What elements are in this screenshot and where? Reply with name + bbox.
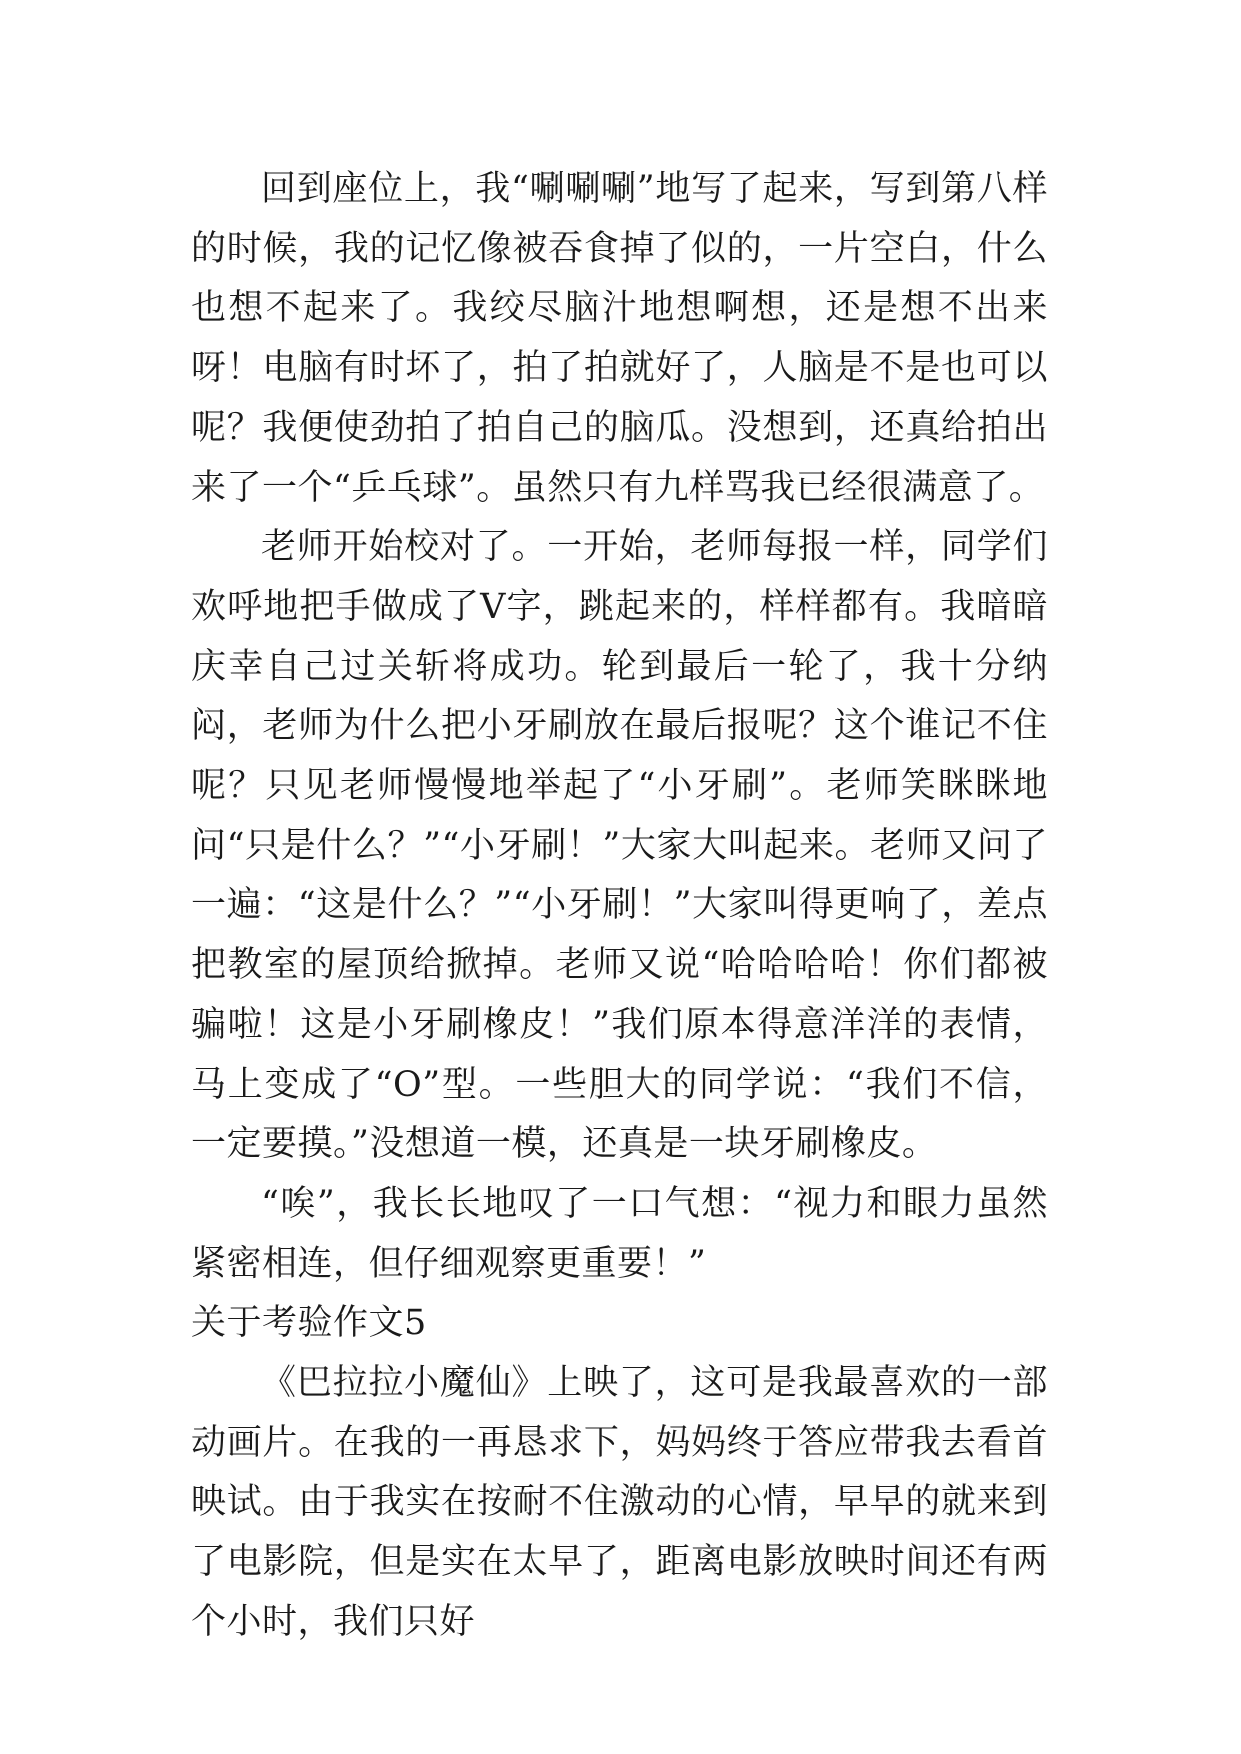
paragraph: 老师开始校对了。一开始，老师每报一样，同学们欢呼地把手做成了V字，跳起来的，样样都有。我暗暗庆幸自己过关斩将成功。轮到最后一轮了，我十分纳闷，老师为什么把小牙刷放在最后报呢？这个谁记不住呢？只见老师慢慢地举起了“小牙刷”。老师笑眯眯地问“只是什么？”“小牙刷！”大家大叫起来。老师又问了一遍：“这是什么？”“小牙刷！”大家叫得更响了，差点把教室的屋顶给掀掉。老师又说“哈哈哈哈！你们都被骗啦！这是小牙刷橡皮！”我们原本得意洋洋的表情，马上变成了“O”型。一些胆大的同学说：“我们不信，一定要摸。”没想道一模，还真是一块牙刷橡皮。 [191, 527, 1048, 1165]
paragraph: 回到座位上，我“唰唰唰”地写了起来，写到第八样的时候，我的记忆像被吞食掉了似的，一片空白，什么也想不起来了。我绞尽脑汁地想啊想，还是想不出来呀！电脑有时坏了，拍了拍就好了，人脑是不是也可以呢？我便使劲拍了拍自己的脑瓜。没想到，还真给拍出来了一个“乒乓球”。虽然只有九样骂我已经很满意了。 [191, 169, 1048, 508]
paragraph: “唉”，我长长地叹了一口气想：“视力和眼力虽然紧密相连，但仔细观察更重要！” [191, 1183, 1048, 1284]
paragraph: 《巴拉拉小魔仙》上映了，这可是我最喜欢的一部动画片。在我的一再恳求下，妈妈终于答应带我去看首映试。由于我实在按耐不住激动的心情，早早的就来到了电影院，但是实在太早了，距离电影放映时间还有两个小时，我们只好 [191, 1363, 1048, 1642]
section-heading: 关于考验作文5 [191, 1303, 427, 1344]
document-body [191, 160, 1048, 1653]
